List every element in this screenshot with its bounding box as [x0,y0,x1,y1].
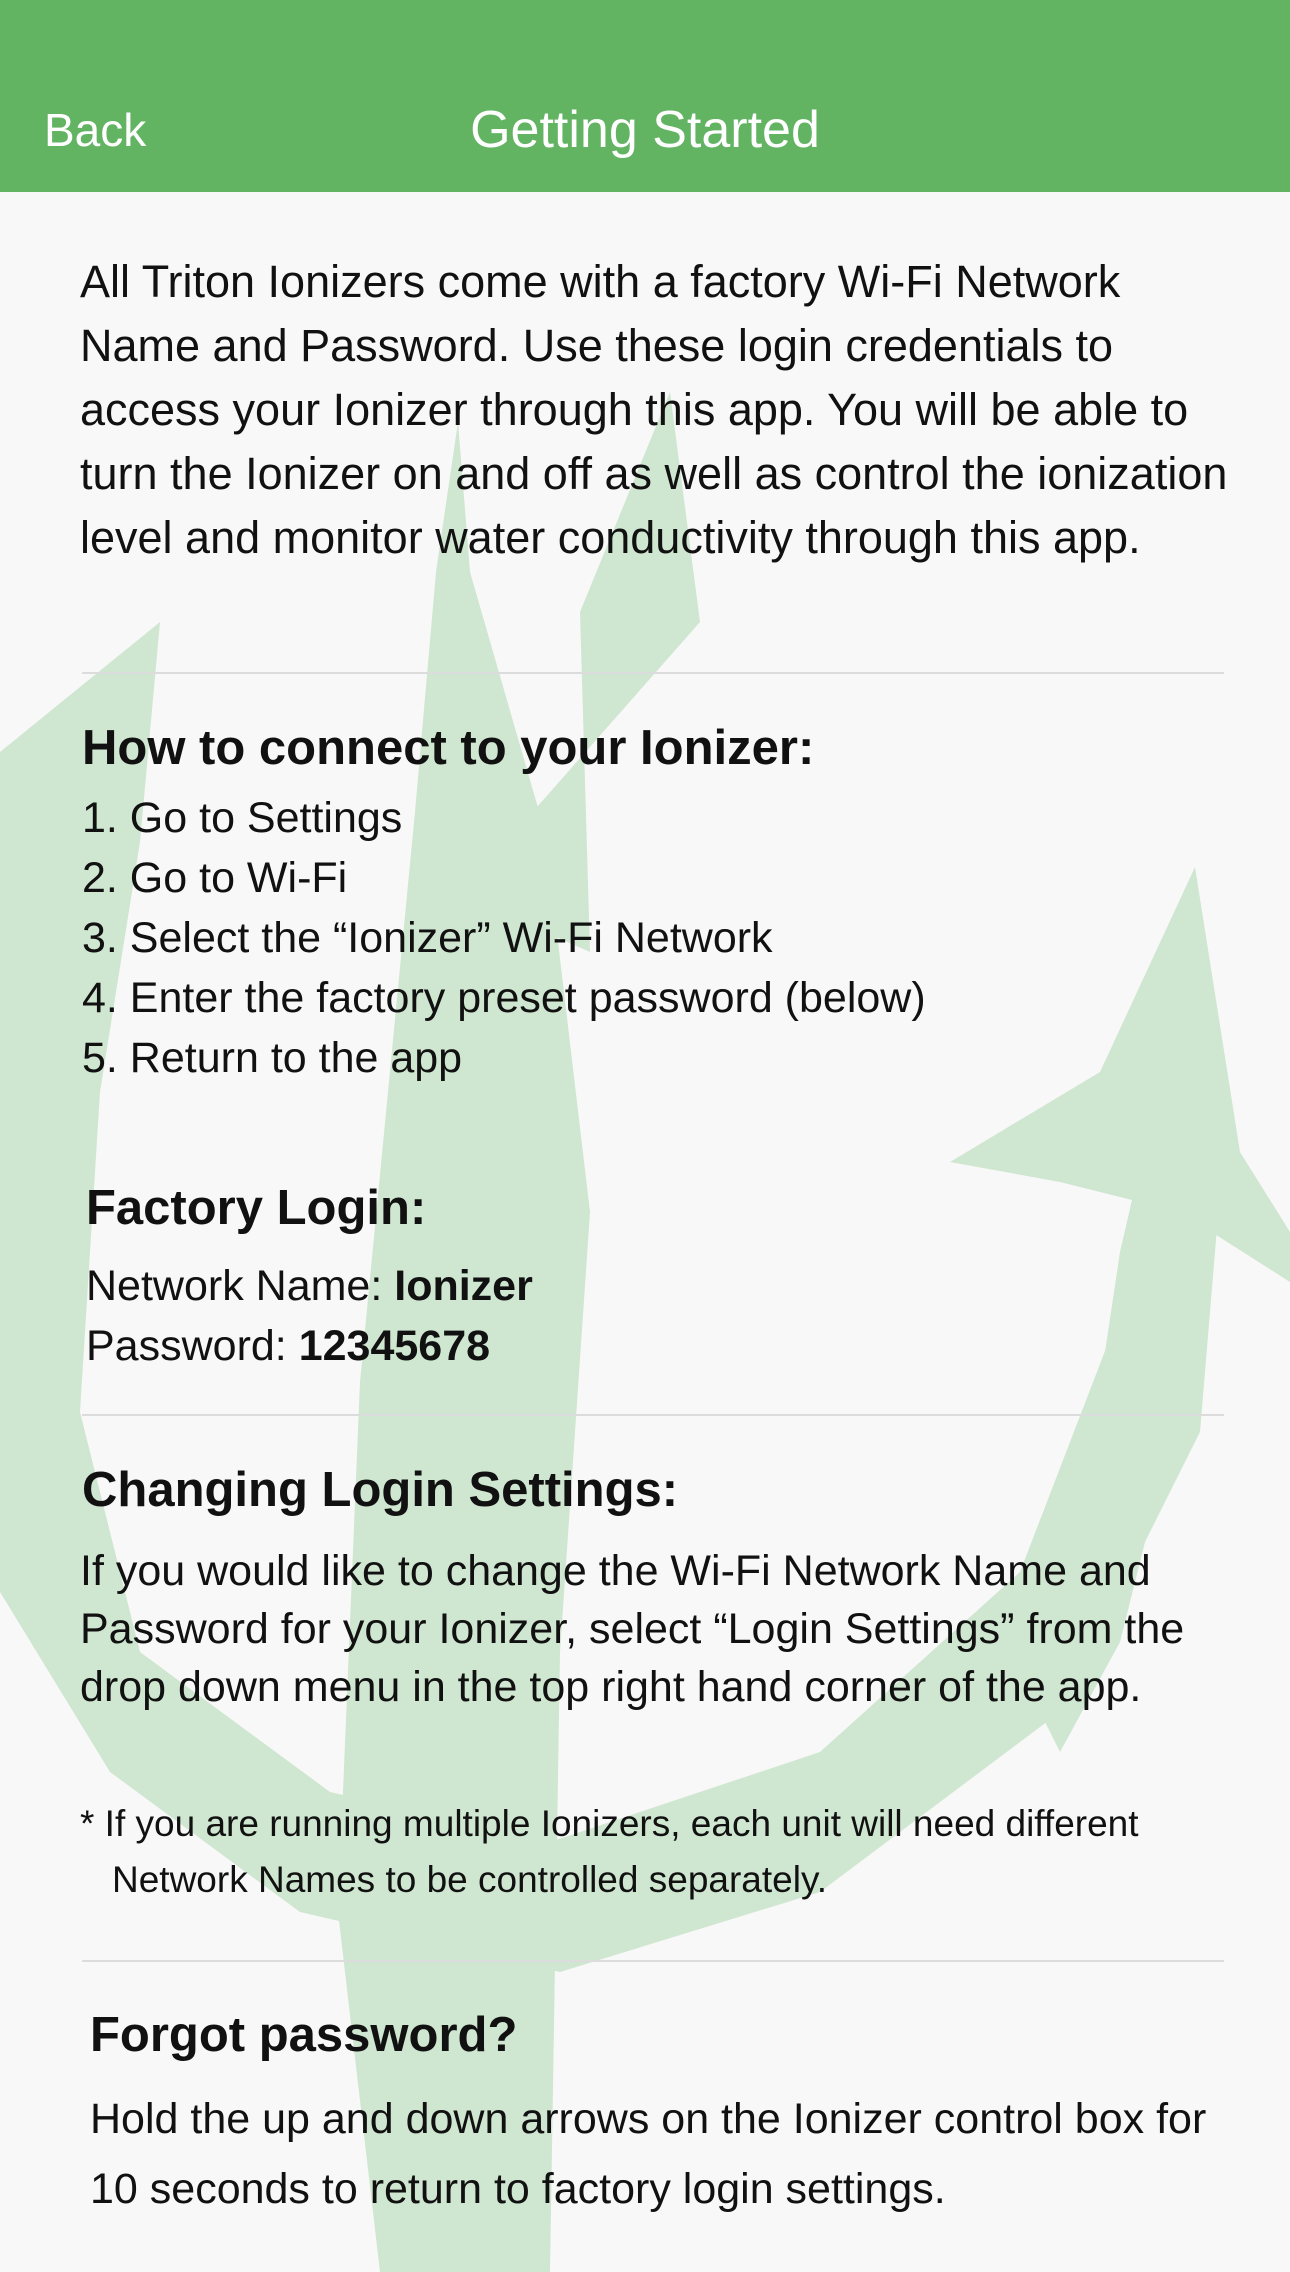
connect-step: 2. Go to Wi-Fi [82,854,348,902]
divider [82,1960,1224,1962]
network-name-label: Network Name: [86,1262,383,1310]
connect-step: 1. Go to Settings [82,794,403,842]
connect-step: 4. Enter the factory preset password (below) [82,974,926,1022]
divider [82,672,1224,674]
connect-steps-list [82,788,926,1088]
network-name-line [86,1262,533,1311]
forgot-password-heading: Forgot password? [90,2008,518,2062]
password-label: Password: [86,1322,287,1370]
page-title: Getting Started [470,101,820,159]
intro-text: All Triton Ionizers come with a factory Wi-Fi Network Name and Password. Use these login credentials to access your Ionizer through this app. You will be able to turn the Ionizer on and off as well as control the ionization level and monitor water conductivity through this app. [80,256,1228,563]
password-value: 12345678 [298,1322,491,1370]
factory-login-heading: Factory Login: [86,1181,427,1235]
connect-heading: How to connect to your Ionizer: [82,721,815,775]
divider [82,1414,1224,1416]
changing-login-text: If you would like to change the Wi-Fi Network Name and Password for your Ionizer, select “Login Settings” from the drop down menu in the top right hand corner of the app. [80,1547,1185,1711]
password-line [86,1322,490,1371]
connect-step: 3. Select the “Ionizer” Wi-Fi Network [82,914,773,962]
back-button[interactable]: Back [44,104,147,156]
multiple-ionizers-note: * If you are running multiple Ionizers, each unit will need different Network Names to be controlled separately. [80,1803,1139,1900]
forgot-password-text: Hold the up and down arrows on the Ionizer control box for 10 seconds to return to factory login settings. [90,2095,1207,2213]
changing-login-heading: Changing Login Settings: [82,1463,679,1517]
network-name-value: Ionizer [394,1262,533,1310]
navigation-bar [0,0,1290,192]
connect-step: 5. Return to the app [82,1034,463,1082]
